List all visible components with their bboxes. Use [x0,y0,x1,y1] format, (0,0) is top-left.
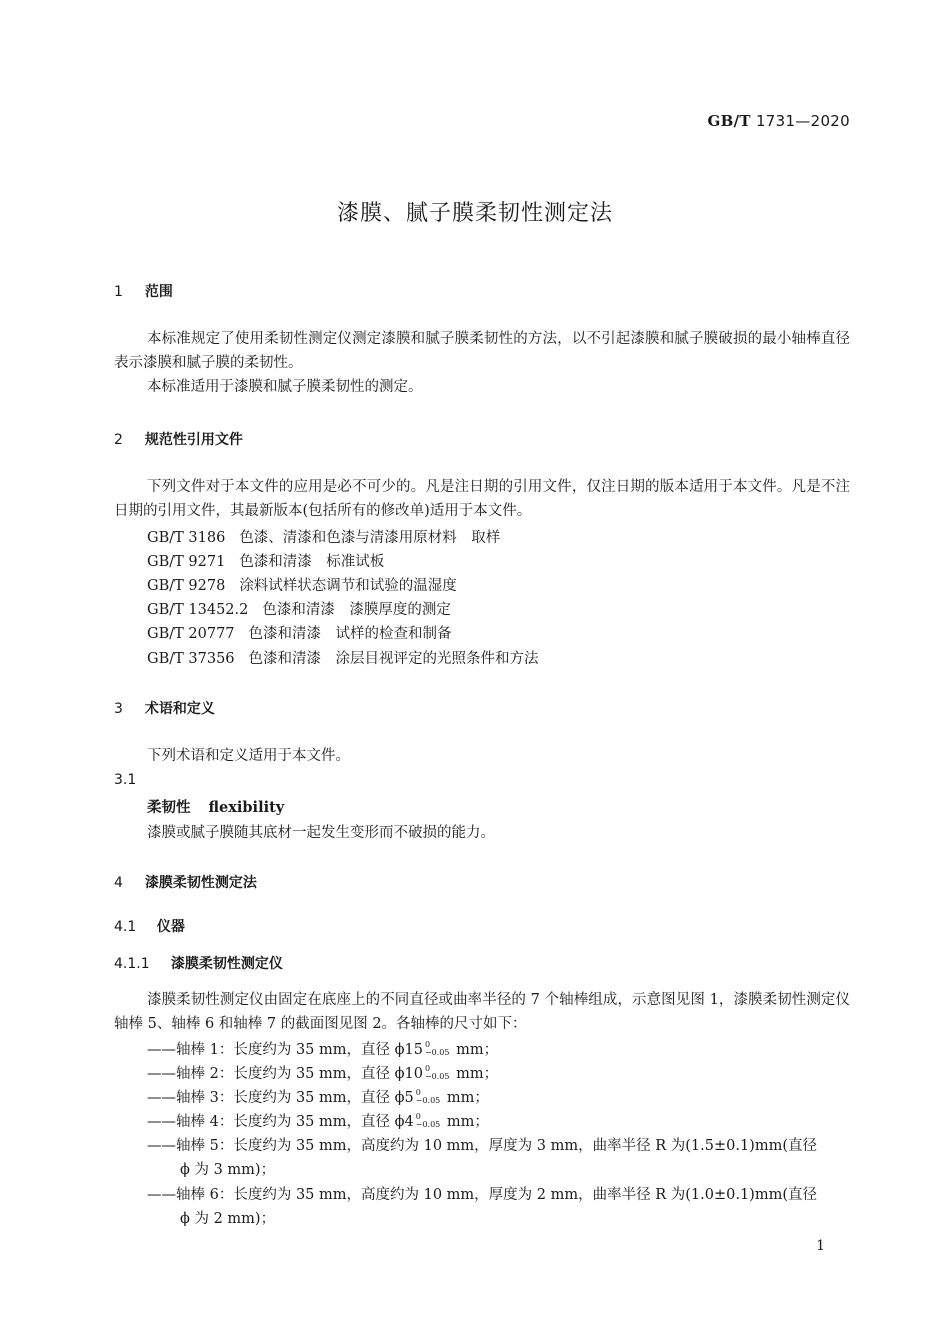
section-3-paragraph-1: 下列术语和定义适用于本文件。 [147,748,350,764]
standard-year: 1731—2020 [755,112,850,130]
tolerance: 0 −0.05 [424,1064,450,1081]
section-4-1-heading: 4.1 仪器 [114,919,185,935]
term-definition: 漆膜或腻子膜随其底材一起发生变形而不破损的能力。 [147,825,495,841]
list-item: ——轴棒 3：长度约为 35 mm，直径 ϕ5 0 −0.05 mm； [147,1088,489,1106]
list-item: ——轴棒 1：长度约为 35 mm，直径 ϕ15 0 −0.05 mm； [147,1040,499,1058]
term-chinese: 柔韧性 [147,799,191,816]
list-item: ——轴棒 6：长度约为 35 mm，高度约为 10 mm，厚度为 2 mm，曲率半径 R 为(1.0±0.1)mm(直径 ϕ 为 2 mm)； [147,1187,817,1227]
reference-item: GB/T 9278 涂料试样状态调节和试验的温湿度 [147,578,457,594]
reference-item: GB/T 9271 色漆和清漆 标准试板 [147,554,385,570]
list-item: ——轴棒 5：长度约为 35 mm，高度约为 10 mm，厚度为 3 mm，曲率半径 R 为(1.5±0.1)mm(直径 ϕ 为 3 mm)； [147,1138,817,1178]
list-item: ——轴棒 2：长度约为 35 mm，直径 ϕ10 0 −0.05 mm； [147,1064,499,1082]
tolerance: 0 −0.05 [415,1112,441,1129]
term-english: flexibility [208,799,285,816]
section-4-1-1-paragraph-1: 漆膜柔韧性测定仪由固定在底座上的不同直径或曲率半径的 7 个轴棒组成，示意图见图 1，漆膜柔韧性测定仪轴棒 5、轴棒 6 和轴棒 7 的截面图见图 2。各轴棒的尺寸如下： [114,992,850,1032]
tolerance: 0 −0.05 [415,1088,441,1105]
tolerance: 0 −0.05 [424,1040,450,1057]
section-1-heading: 1 范围 [114,284,173,300]
page-number: 1 [816,1238,825,1254]
section-1-paragraph-1: 本标准规定了使用柔韧性测定仪测定漆膜和腻子膜柔韧性的方法，以不引起漆膜和腻子膜破损的最小轴棒直径表示漆膜和腻子膜的柔韧性。 [114,331,850,371]
section-1-paragraph-2: 本标准适用于漆膜和腻子膜柔韧性的测定。 [147,379,423,395]
term-entry [147,796,284,817]
reference-item: GB/T 3186 色漆、清漆和色漆与清漆用原材料 取样 [147,530,501,546]
section-2-heading: 2 规范性引用文件 [114,432,243,448]
reference-item: GB/T 37356 色漆和清漆 涂层目视评定的光照条件和方法 [147,651,539,667]
standard-code: GB/T [707,112,751,130]
page-title: 漆膜、腻子膜柔韧性测定法 [336,201,613,226]
reference-item: GB/T 13452.2 色漆和清漆 漆膜厚度的测定 [147,602,451,618]
section-2-paragraph-1: 下列文件对于本文件的应用是必不可少的。凡是注日期的引用文件，仅注日期的版本适用于本文件。凡是不注日期的引用文件，其最新版本(包括所有的修改单)适用于本文件。 [114,479,850,519]
standard-number [708,112,850,130]
reference-item: GB/T 20777 色漆和清漆 试样的检查和制备 [147,626,452,642]
section-4-1-1-heading: 4.1.1 漆膜柔韧性测定仪 [114,956,283,972]
list-item: ——轴棒 4：长度约为 35 mm，直径 ϕ4 0 −0.05 mm； [147,1112,489,1130]
section-3-heading: 3 术语和定义 [114,701,215,717]
section-4-heading: 4 漆膜柔韧性测定法 [114,875,257,891]
subsection-3-1-number: 3.1 [114,772,137,788]
